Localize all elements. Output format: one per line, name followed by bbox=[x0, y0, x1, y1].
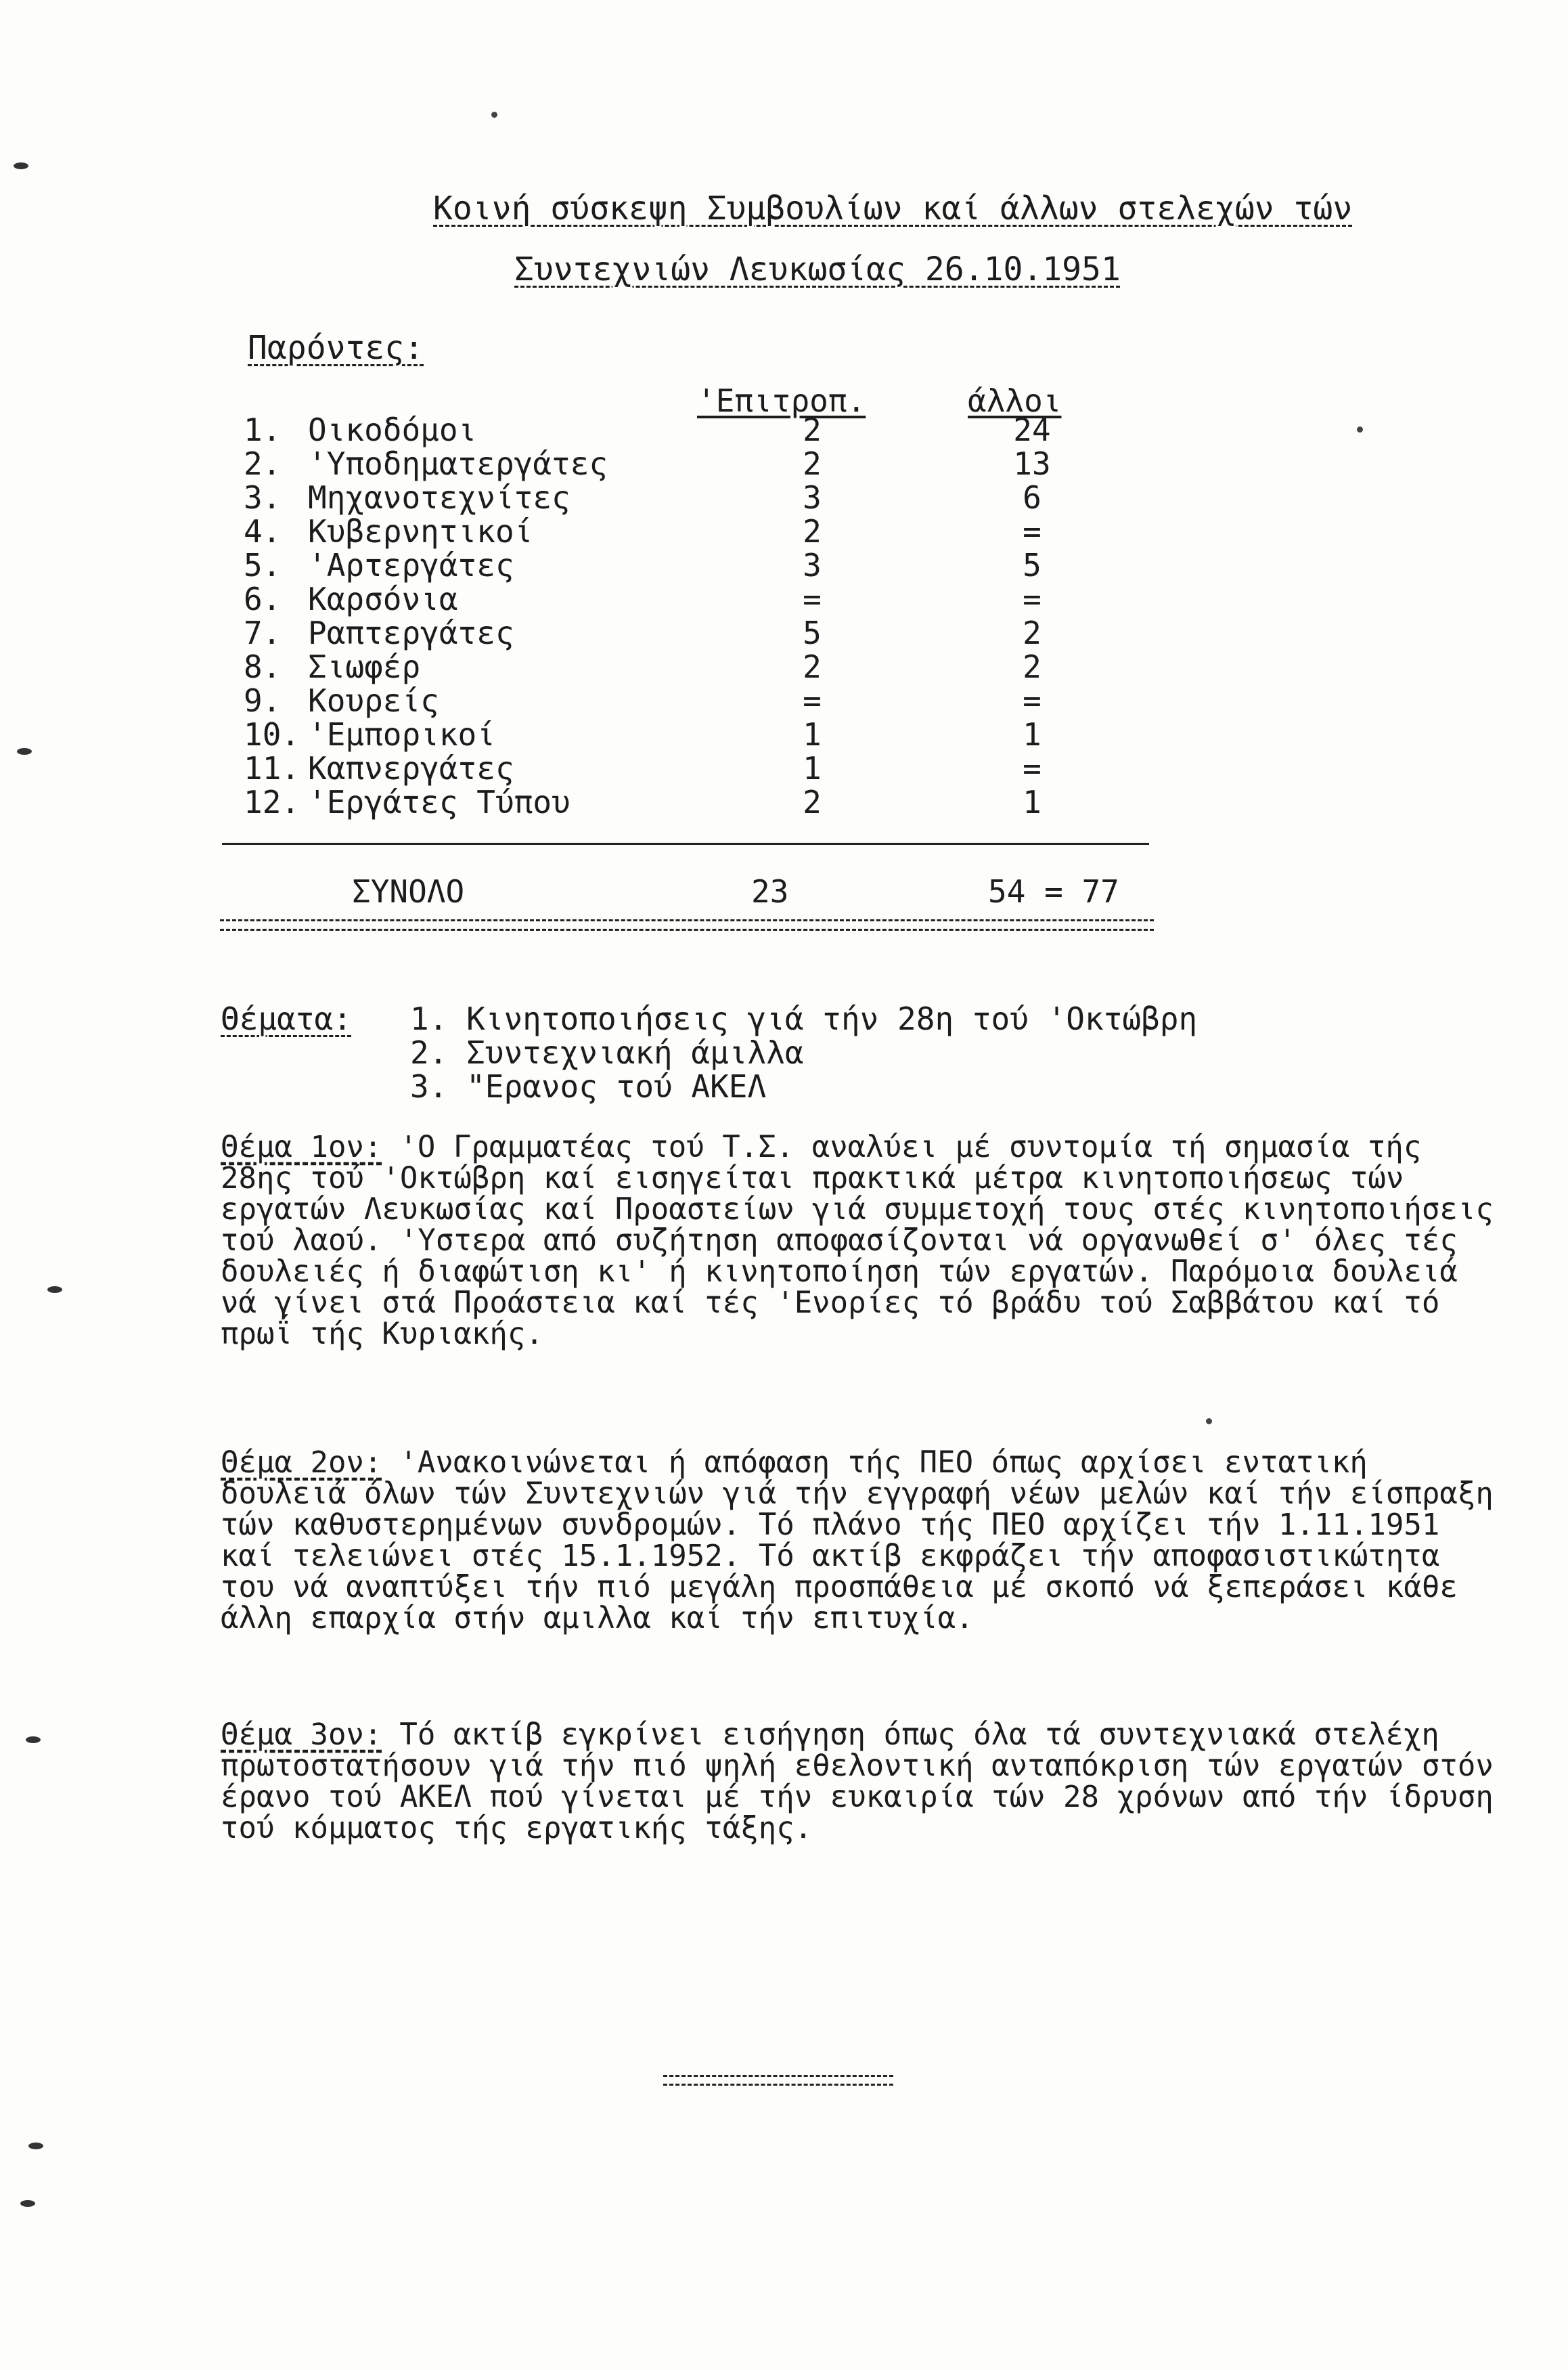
scan-dot bbox=[491, 112, 497, 118]
scan-dot bbox=[1357, 426, 1363, 433]
document-title-line2: Συντεχνιών Λευκωσίας 26.10.1951 bbox=[514, 250, 1121, 288]
row-label: 'Εργάτες Τύπου bbox=[308, 784, 570, 820]
row-others: = bbox=[1023, 513, 1041, 550]
scan-mark bbox=[20, 2200, 35, 2207]
topics-label: Θέματα: bbox=[221, 1001, 352, 1037]
double-rule-bottom bbox=[220, 929, 1154, 931]
topic-item: 2. Συντεχνιακή άμιλλα bbox=[410, 1034, 804, 1071]
row-label: Οικοδόμοι bbox=[308, 412, 477, 448]
total-committee: 23 bbox=[751, 873, 789, 910]
scan-mark bbox=[14, 162, 28, 169]
topic-item: 3. "Ερανος τού ΑΚΕΛ bbox=[410, 1068, 767, 1105]
scan-mark bbox=[47, 1286, 62, 1293]
row-others: 13 bbox=[1013, 445, 1051, 482]
row-committee: 2 bbox=[803, 513, 822, 550]
row-label: 'Υποδηματεργάτες bbox=[308, 445, 608, 482]
scan-mark bbox=[26, 1736, 41, 1743]
section-heading: Θέμα 2ον: bbox=[221, 1445, 382, 1480]
row-committee: 3 bbox=[803, 479, 822, 516]
row-committee: 2 bbox=[803, 412, 822, 448]
double-rule-top bbox=[220, 919, 1154, 921]
column-header-others: άλλοι bbox=[968, 382, 1062, 419]
row-label: 'Αρτεργάτες bbox=[308, 547, 514, 584]
present-label: Παρόντες: bbox=[248, 329, 424, 367]
row-others: 6 bbox=[1023, 479, 1041, 516]
row-number: 9. bbox=[244, 682, 282, 719]
row-label: Καπνεργάτες bbox=[308, 750, 514, 787]
row-others: 1 bbox=[1023, 716, 1041, 753]
row-label: Μηχανοτεχνίτες bbox=[308, 479, 570, 516]
section-text: 'Ανακοινώνεται ή απόφαση τής ΠΕΟ όπως αρχίσει εντατική δουλειά όλων τών Συντεχνιών γιά τήν εγγραφή νέων μελών καί τήν είσπραξη τών καθυστερημένων συνδρομών. Τό πλάνο τής ΠΕΟ αρχίζει τήν 1.11.1951 καί τελειώνει στές 15.1.1952. Τό ακτίβ εκφράζει τήν αποφασιστικώτητα του νά αναπτύξει τήν πιό μεγάλη προσπάθεια μέ σκοπό νά ξεπεράσει κάθε άλλη επαρχία στήν αμιλλα καί τήν επιτυχία. bbox=[221, 1445, 1494, 1636]
row-label: Κυβερνητικοί bbox=[308, 513, 533, 550]
row-others: 2 bbox=[1023, 649, 1041, 685]
row-label: Κουρείς bbox=[308, 682, 439, 719]
row-label: Ραπτεργάτες bbox=[308, 615, 514, 651]
total-others: 54 = 77 bbox=[988, 873, 1119, 910]
row-others: 2 bbox=[1023, 615, 1041, 651]
topic-item: 1. Κινητοποιήσεις γιά τήν 28η τού 'Οκτώβρη bbox=[410, 1001, 1198, 1037]
row-label: 'Εμπορικοί bbox=[308, 716, 495, 753]
row-number: 3. bbox=[244, 479, 282, 516]
row-others: 5 bbox=[1023, 547, 1041, 584]
row-number: 5. bbox=[244, 547, 282, 584]
row-number: 8. bbox=[244, 649, 282, 685]
row-number: 1. bbox=[244, 412, 282, 448]
row-others: = bbox=[1023, 750, 1041, 787]
row-committee: 1 bbox=[803, 750, 822, 787]
row-committee: 2 bbox=[803, 784, 822, 820]
section-heading: Θέμα 1ον: bbox=[221, 1130, 382, 1164]
section-text: 'Ο Γραμματέας τού Τ.Σ. αναλύει μέ συντομία τή σημασία τής 28ης τού 'Οκτώβρη καί εισηγείται πρακτικά μέτρα κινητοποιήσεως τών εργατών Λευκωσίας καί Προαστείων γιά συμμετοχή τους στές κινητοποιήσεις τού λαού. 'Υστερα από συζήτηση αποφασίζονται νά οργανωθεί σ' όλες τές δουλειές ή διαφώτιση κι' ή κινητοποίηση τών εργατών. Παρόμοια δουλειά νά γίνει στά Προάστεια καί τές 'Ενορίες τό βράδυ τού Σαββάτου καί τό πρωΐ τής Κυριακής. bbox=[221, 1130, 1494, 1351]
row-number: 11. bbox=[244, 750, 300, 787]
scan-dot bbox=[1206, 1418, 1212, 1424]
row-number: 7. bbox=[244, 615, 282, 651]
row-label: Καρσόνια bbox=[308, 581, 458, 617]
section-topic-3 bbox=[221, 1719, 1500, 1844]
scan-mark bbox=[17, 748, 32, 755]
section-topic-1 bbox=[221, 1132, 1500, 1350]
row-committee: 3 bbox=[803, 547, 822, 584]
row-number: 10. bbox=[244, 716, 300, 753]
row-committee: 5 bbox=[803, 615, 822, 651]
row-committee: 2 bbox=[803, 649, 822, 685]
scan-mark bbox=[28, 2143, 43, 2149]
end-rule-top bbox=[663, 2075, 893, 2077]
total-label: ΣΥΝΟΛΟ bbox=[352, 873, 465, 910]
document-title-line1: Κοινή σύσκεψη Συμβουλίων καί άλλων στελεχών τών bbox=[433, 190, 1353, 227]
row-others: 1 bbox=[1023, 784, 1041, 820]
end-rule-bottom bbox=[663, 2084, 893, 2086]
row-others: = bbox=[1023, 581, 1041, 617]
row-number: 6. bbox=[244, 581, 282, 617]
row-committee: 1 bbox=[803, 716, 822, 753]
section-text: Τό ακτίβ εγκρίνει εισήγηση όπως όλα τά συντεχνιακά στελέχη πρωτοστατήσουν γιά τήν πιό ψηλή εθελοντική ανταπόκριση τών εργατών στόν έρανο τού ΑΚΕΛ πού γίνεται μέ τήν ευκαιρία τών 28 χρόνων από τήν ίδρυση τού κόμματος τής εργατικής τάξης. bbox=[221, 1717, 1494, 1845]
row-committee: 2 bbox=[803, 445, 822, 482]
row-committee: = bbox=[803, 581, 822, 617]
column-header-committee: 'Επιτροπ. bbox=[697, 382, 866, 419]
row-others: 24 bbox=[1013, 412, 1051, 448]
row-number: 4. bbox=[244, 513, 282, 550]
table-separator-line bbox=[222, 843, 1149, 845]
row-label: Σιωφέρ bbox=[308, 649, 421, 685]
row-committee: = bbox=[803, 682, 822, 719]
row-number: 12. bbox=[244, 784, 300, 820]
section-heading: Θέμα 3ον: bbox=[221, 1717, 382, 1752]
section-topic-2 bbox=[221, 1447, 1500, 1634]
row-number: 2. bbox=[244, 445, 282, 482]
row-others: = bbox=[1023, 682, 1041, 719]
